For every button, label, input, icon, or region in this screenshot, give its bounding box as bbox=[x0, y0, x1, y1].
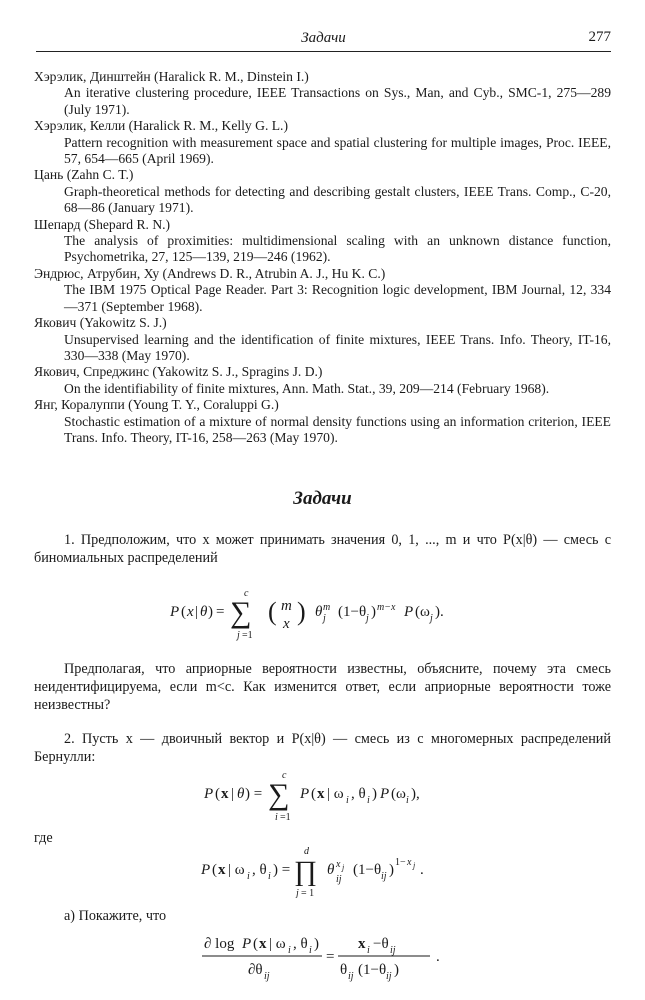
svg-text:.: . bbox=[420, 862, 424, 878]
svg-text:ij: ij bbox=[386, 971, 392, 982]
svg-text:i: i bbox=[309, 945, 312, 956]
svg-text:m−x: m−x bbox=[377, 602, 396, 613]
svg-text:ij: ij bbox=[390, 945, 396, 956]
reference-body: An iterative clustering procedure, IEEE Transactions on Sys., Man, and Cyb., SMC-1, 275—289 (July 1971). bbox=[64, 85, 611, 117]
svg-text:i: i bbox=[367, 945, 370, 956]
reference-body: The analysis of proximities: multidimensional scaling with an unknown distance function, Psychometrika, 27, 125—139, 219—246 (1962). bbox=[64, 233, 611, 265]
svg-text:∂ log: ∂ log bbox=[204, 936, 235, 952]
reference-item bbox=[34, 118, 611, 167]
reference-body: Pattern recognition with measurement space and spatial clustering for multiple images, Proc. IEEE, 57, 654—665 (April 1969). bbox=[64, 134, 611, 167]
svg-text:θ: θ bbox=[200, 604, 208, 620]
svg-text:, θ: , θ bbox=[293, 936, 308, 952]
svg-text:(: ( bbox=[311, 786, 316, 802]
svg-text:|: | bbox=[195, 604, 199, 620]
svg-text:∂θ: ∂θ bbox=[248, 962, 263, 978]
svg-text:m: m bbox=[281, 598, 292, 614]
svg-text:i: i bbox=[268, 871, 271, 882]
svg-text:∑: ∑ bbox=[230, 596, 252, 629]
reference-body: On the identifiability of finite mixtures, Ann. Math. Stat., 39, 209—214 (February 1968). bbox=[64, 380, 550, 396]
svg-text:x: x bbox=[358, 936, 366, 952]
problem-1-intro: 1. Предположим, что x может принимать значения 0, 1, ..., m и что P(x|θ) — смесь c биномиальных распределений bbox=[34, 532, 611, 566]
svg-text:d: d bbox=[304, 846, 309, 857]
reference-body: The IBM 1975 Optical Page Reader. Part 3: Recognition logic development, IBM Journal, 12, 334—371 (September 1968). bbox=[64, 282, 611, 314]
svg-text:| ω: | ω bbox=[228, 862, 245, 878]
svg-text:P: P bbox=[204, 786, 214, 802]
svg-text:P: P bbox=[404, 604, 414, 620]
svg-text:j: j bbox=[296, 888, 299, 898]
svg-text:=: = bbox=[216, 604, 225, 620]
reference-item bbox=[34, 217, 611, 266]
svg-text:(: ( bbox=[253, 936, 258, 952]
svg-text:∑: ∑ bbox=[268, 778, 290, 811]
svg-text:−θ: −θ bbox=[373, 936, 389, 952]
reference-author: Хэрэлик, Келли (Haralick R. M., Kelly G. L.) bbox=[34, 118, 288, 134]
svg-text:(: ( bbox=[181, 604, 186, 620]
reference-item bbox=[34, 364, 611, 397]
svg-text:m: m bbox=[323, 602, 331, 613]
svg-text:): ) bbox=[389, 862, 394, 878]
svg-text:.: . bbox=[436, 949, 440, 965]
svg-text:, θ: , θ bbox=[351, 786, 366, 802]
svg-text:ij: ij bbox=[264, 971, 270, 982]
svg-text:(1−θ: (1−θ bbox=[353, 862, 382, 878]
svg-text:x: x bbox=[221, 786, 229, 802]
running-head-title: Задачи bbox=[301, 30, 346, 46]
svg-text:=: = bbox=[326, 949, 335, 965]
svg-text:1−: 1− bbox=[395, 857, 406, 868]
svg-text:): ) bbox=[394, 962, 399, 978]
running-head bbox=[36, 28, 611, 50]
header-rule bbox=[36, 51, 611, 52]
svg-text:) =: ) = bbox=[245, 786, 263, 802]
svg-text:x: x bbox=[283, 616, 290, 632]
svg-text:θ: θ bbox=[327, 862, 335, 878]
formula-binomial-mixture bbox=[160, 584, 490, 644]
formula-log-derivative bbox=[198, 928, 458, 988]
svg-text:i: i bbox=[275, 812, 278, 823]
reference-item bbox=[34, 315, 611, 364]
svg-text:): ) bbox=[372, 786, 377, 802]
svg-text:ij: ij bbox=[348, 971, 354, 982]
svg-text:(ω: (ω bbox=[415, 604, 430, 620]
svg-text:j: j bbox=[366, 613, 369, 624]
reference-list bbox=[34, 69, 611, 446]
reference-body: Graph-theoretical methods for detecting and describing gestalt clusters, IEEE Trans. Comp., C-20, 68—86 (January 1971). bbox=[64, 183, 611, 216]
reference-author: Янг, Коралуппи (Young T. Y., Coraluppi G.) bbox=[34, 397, 279, 413]
reference-author: Цань (Zahn C. T.) bbox=[34, 167, 134, 183]
svg-text:j: j bbox=[323, 613, 326, 624]
reference-body: Unsupervised learning and the identification of finite mixtures, IEEE Trans. Info. Theory, IT-16, 330—338 (May 1970). bbox=[64, 331, 611, 363]
reference-author: Эндрюс, Атрубин, Ху (Andrews D. R., Atrubin A. J., Hu K. C.) bbox=[34, 265, 386, 281]
reference-author: Шепард (Shepard R. N.) bbox=[34, 216, 171, 232]
svg-text:x: x bbox=[218, 862, 226, 878]
svg-text:|: | bbox=[231, 786, 235, 802]
reference-body: Stochastic estimation of a mixture of normal density functions using an information criterion, IEEE Trans. Info. Theory, IT-16, 258—263 (May 1970). bbox=[64, 413, 611, 445]
svg-text:i: i bbox=[346, 795, 349, 806]
svg-text:x: x bbox=[259, 936, 267, 952]
svg-text:j: j bbox=[342, 863, 345, 872]
svg-text:x: x bbox=[336, 859, 341, 870]
svg-text:=1: =1 bbox=[280, 812, 291, 823]
svg-text:∏: ∏ bbox=[294, 856, 318, 887]
svg-text:θ: θ bbox=[237, 786, 245, 802]
svg-text:ij: ij bbox=[381, 871, 387, 882]
formula-bernoulli-component bbox=[195, 842, 485, 898]
svg-text:i: i bbox=[247, 871, 250, 882]
svg-text:| ω: | ω bbox=[269, 936, 286, 952]
svg-text:(ω: (ω bbox=[391, 786, 406, 802]
svg-text:x: x bbox=[187, 604, 194, 620]
reference-item bbox=[34, 266, 611, 315]
svg-text:).: ). bbox=[435, 604, 444, 620]
svg-text:, θ: , θ bbox=[252, 862, 267, 878]
problem-2-where: где bbox=[34, 830, 53, 846]
svg-text:P: P bbox=[380, 786, 390, 802]
svg-text:i: i bbox=[288, 945, 291, 956]
svg-text:j: j bbox=[413, 861, 416, 870]
svg-text:): ) bbox=[208, 604, 213, 620]
svg-text:=1: =1 bbox=[242, 630, 253, 641]
reference-item bbox=[34, 167, 611, 216]
svg-text:(: ( bbox=[215, 786, 220, 802]
svg-text:c: c bbox=[244, 588, 249, 599]
svg-text:ij: ij bbox=[336, 874, 342, 885]
svg-text:): ) bbox=[371, 604, 376, 620]
section-heading: Задачи bbox=[293, 488, 352, 509]
svg-text:c: c bbox=[282, 770, 287, 781]
svg-text:i: i bbox=[367, 795, 370, 806]
svg-text:i: i bbox=[406, 795, 409, 806]
reference-item bbox=[34, 69, 611, 118]
reference-item bbox=[34, 397, 611, 446]
svg-text:(1−θ: (1−θ bbox=[338, 604, 367, 620]
svg-text:x: x bbox=[407, 857, 412, 868]
svg-text:P: P bbox=[300, 786, 310, 802]
problem-1-question: Предполагая, что априорные вероятности известны, объясните, почему эта смесь неидентифицируема, если m<c. Как изменится ответ, если априорные вероятности тоже неизвестны? bbox=[34, 661, 611, 713]
formula-bernoulli-mixture bbox=[196, 768, 476, 824]
svg-text:| ω: | ω bbox=[327, 786, 344, 802]
svg-text:): ) bbox=[297, 597, 306, 626]
problem-2-intro: 2. Пусть x — двоичный вектор и P(x|θ) — смесь из c многомерных распределений Бернулли: bbox=[34, 731, 611, 765]
svg-text:j: j bbox=[430, 613, 433, 624]
svg-text:P: P bbox=[201, 862, 211, 878]
svg-text:): ) bbox=[314, 936, 319, 952]
svg-text:θ: θ bbox=[315, 604, 323, 620]
svg-text:) =: ) = bbox=[273, 862, 291, 878]
svg-text:P: P bbox=[242, 936, 252, 952]
page-number: 277 bbox=[588, 29, 611, 45]
svg-text:P: P bbox=[170, 604, 180, 620]
reference-author: Хэрэлик, Динштейн (Haralick R. M., Dinstein I.) bbox=[34, 69, 309, 84]
problem-2-part-a: а) Покажите, что bbox=[64, 908, 167, 924]
reference-author: Якович, Спреджинс (Yakowitz S. J., Spragins J. D.) bbox=[34, 364, 323, 380]
svg-text:),: ), bbox=[411, 786, 420, 802]
svg-text:(: ( bbox=[212, 862, 217, 878]
svg-text:x: x bbox=[317, 786, 325, 802]
svg-text:θ: θ bbox=[340, 962, 348, 978]
svg-text:(: ( bbox=[268, 597, 277, 626]
svg-text:= 1: = 1 bbox=[301, 888, 315, 898]
reference-author: Якович (Yakowitz S. J.) bbox=[34, 315, 167, 331]
svg-text:(1−θ: (1−θ bbox=[358, 962, 387, 978]
svg-text:j: j bbox=[237, 630, 240, 641]
